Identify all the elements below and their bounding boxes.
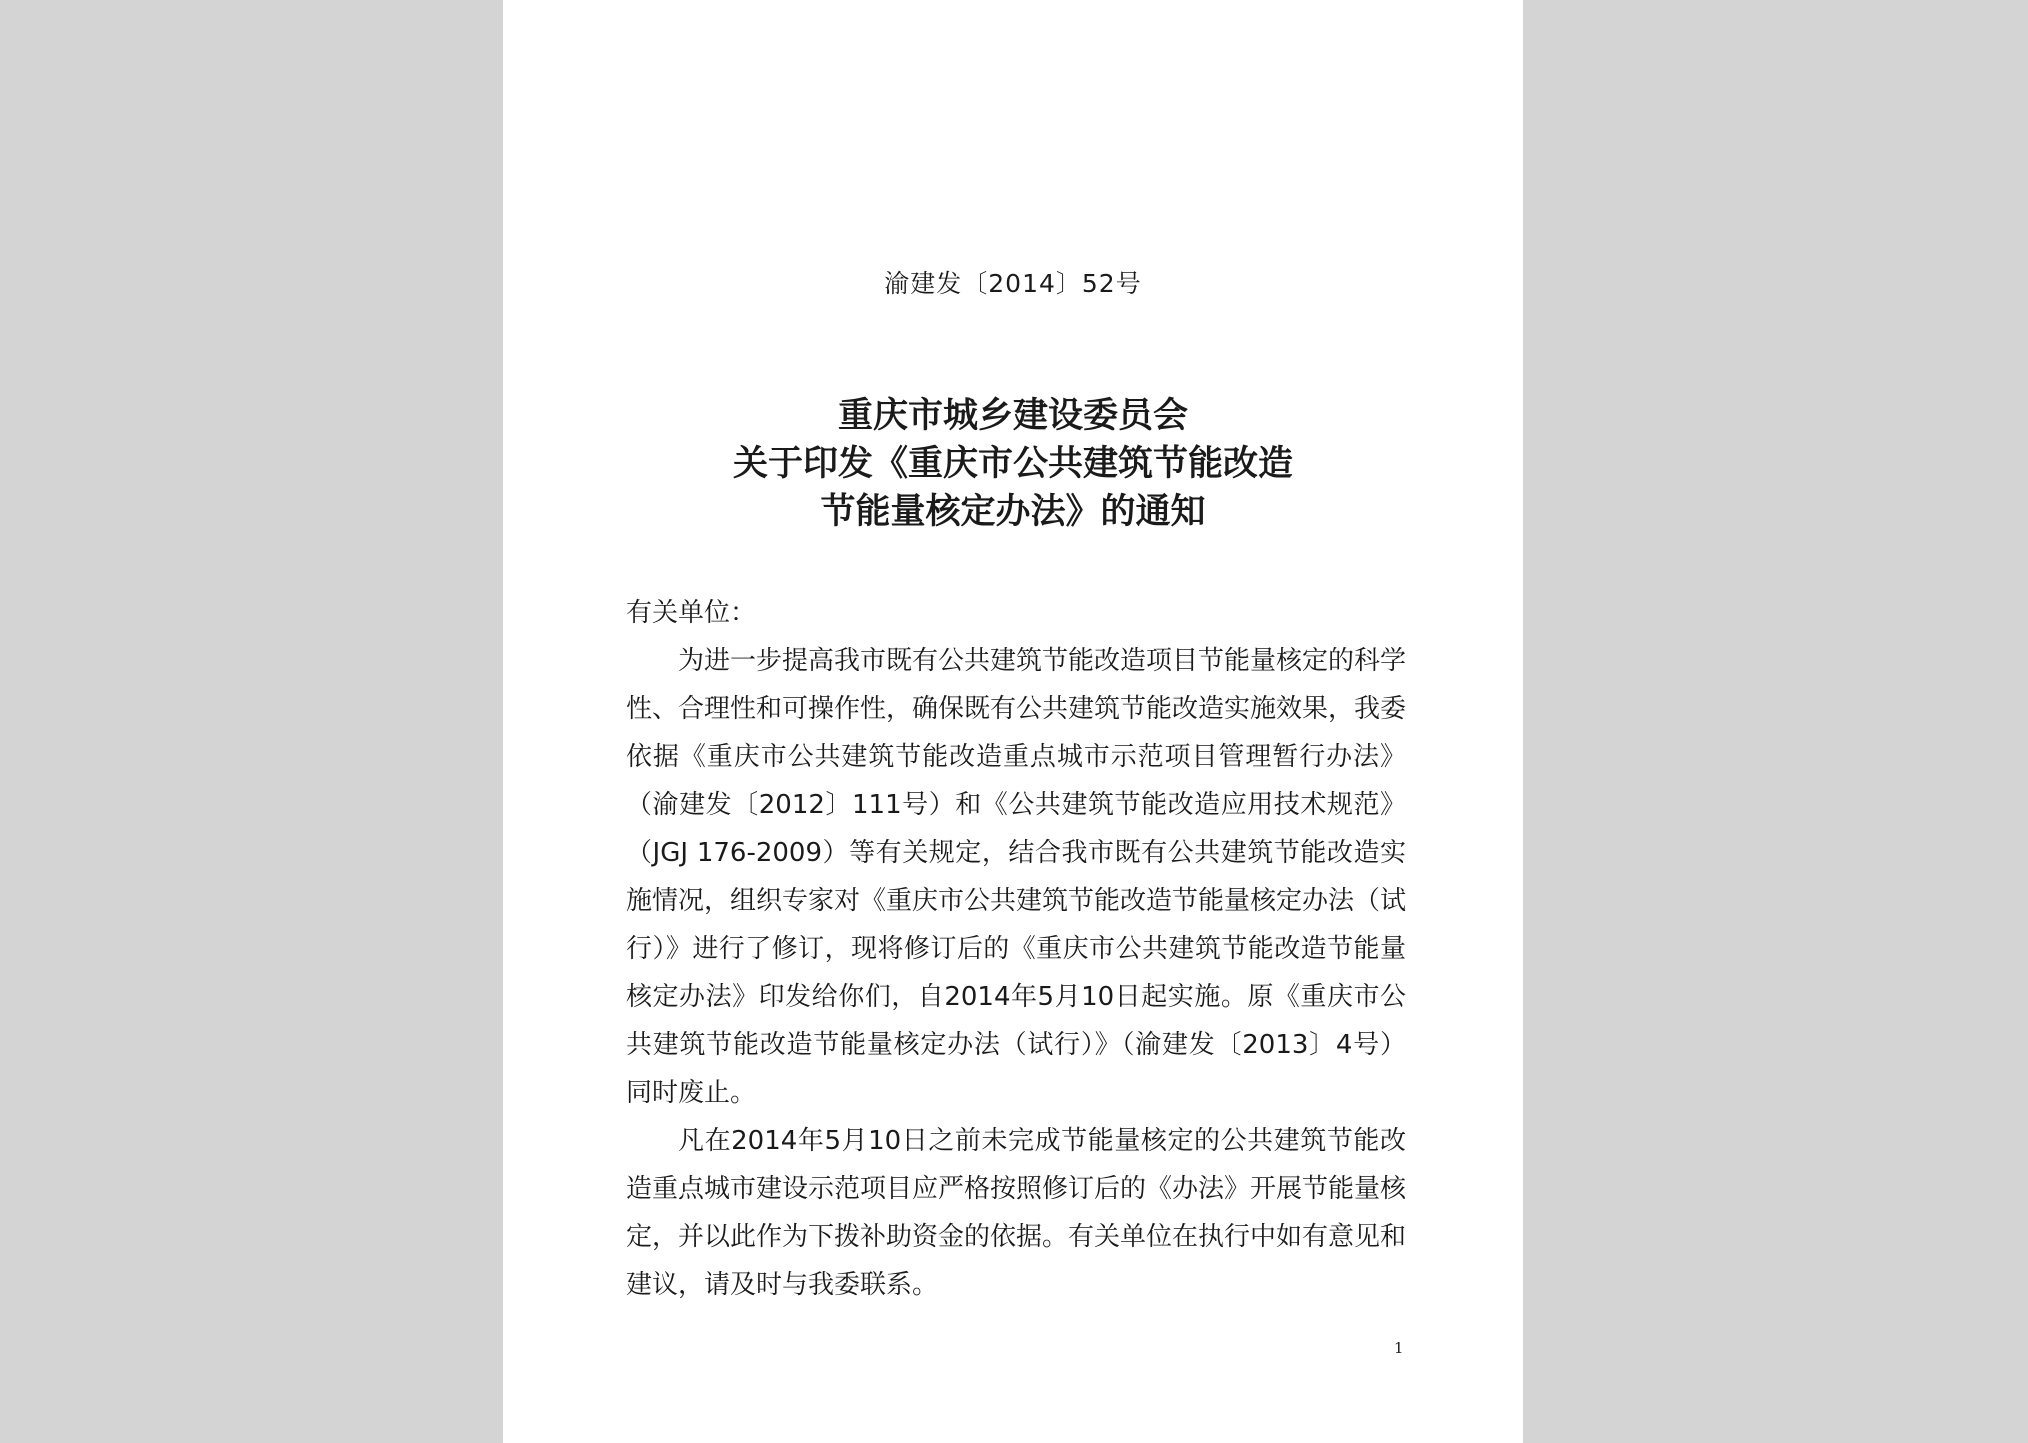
body-paragraph: 凡在2014年5月10日之前未完成节能量核定的公共建筑节能改造重点城市建设示范项目应严格按照修订后的《办法》开展节能量核定，并以此作为下拨补助资金的依据。有关单位在执行中如有意见和建议，请及时与我委联系。 [626,1126,1407,1300]
document-title [503,392,1523,536]
body-paragraph: 为进一步提高我市既有公共建筑节能改造项目节能量核定的科学性、合理性和可操作性，确保既有公共建筑节能改造实施效果，我委依据《重庆市公共建筑节能改造重点城市示范项目管理暂行办法》（渝建发〔2012〕111号）和《公共建筑节能改造应用技术规范》（JGJ 176-2009）等有关规定，结合我市既有公共建筑节能改造实施情况，组织专家对《重庆市公共建筑节能改造节能量核定办法（试行）》进行了修订，现将修订后的《重庆市公共建筑节能改造节能量核定办法》印发给你们，自2014年5月10日起实施。原《重庆市公共建筑节能改造节能量核定办法（试行）》（渝建发〔2013〕4号）同时废止。 [626,646,1407,1108]
title-line: 节能量核定办法》的通知 [820,492,1206,532]
title-line: 重庆市城乡建设委员会 [837,396,1188,436]
document-number: 渝建发〔2014〕52号 [884,269,1142,298]
document-body [626,589,1406,1309]
salutation: 有关单位： [626,598,757,628]
title-line: 关于印发《重庆市公共建筑节能改造 [732,444,1293,484]
page-number: 1 [1394,1339,1404,1357]
document-page [503,0,1523,1443]
